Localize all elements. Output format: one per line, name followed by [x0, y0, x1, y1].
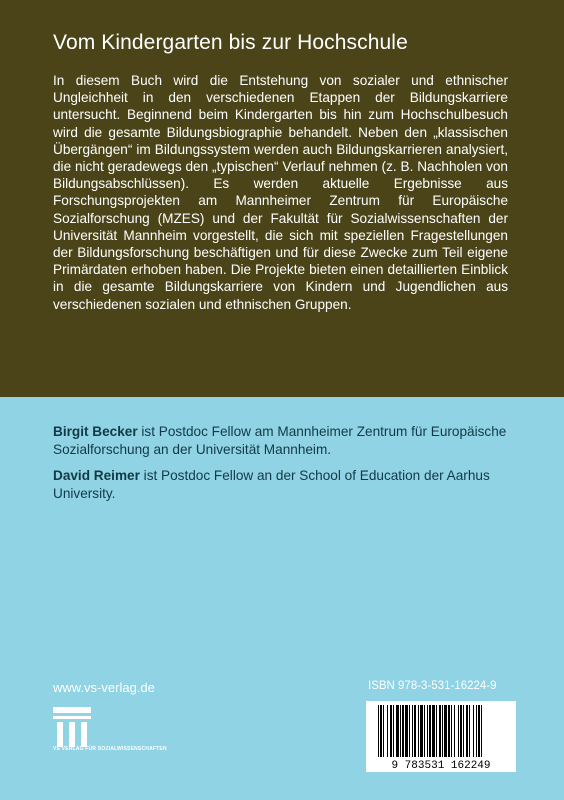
- cover-top-panel: [0, 0, 564, 397]
- barcode-bar: [409, 705, 410, 757]
- cover-bottom-panel: [0, 397, 564, 800]
- barcode-bar: [463, 705, 464, 757]
- barcode-bar: [405, 705, 408, 757]
- barcode-bar: [460, 705, 462, 757]
- barcode-bar: [476, 705, 477, 757]
- publisher-logo-icon: [53, 707, 91, 747]
- barcode-bar: [424, 705, 425, 757]
- barcode: [366, 701, 516, 772]
- barcode-bar: [378, 705, 379, 757]
- author-bio-text: ist Postdoc Fellow an der School of Education der Aarhus University.: [53, 468, 490, 501]
- barcode-bar: [454, 705, 455, 757]
- publisher-url: www.vs-verlag.de: [53, 680, 155, 695]
- barcode-bar: [390, 705, 392, 757]
- barcode-bars: [366, 701, 516, 772]
- barcode-digits: 9 783531 162249: [391, 760, 491, 772]
- barcode-bar: [481, 705, 482, 757]
- barcode-bar: [436, 705, 437, 757]
- publisher-name: VS VERLAG FÜR SOZIALWISSENSCHAFTEN: [53, 746, 167, 752]
- barcode-bar: [429, 705, 431, 757]
- barcode-bar: [478, 705, 480, 757]
- author-bio-becker: [53, 423, 508, 458]
- author-name: David Reimer: [53, 468, 140, 483]
- barcode-bar: [458, 705, 459, 757]
- barcode-bar: [444, 705, 447, 757]
- barcode-bar: [451, 705, 452, 757]
- isbn-label: ISBN 978-3-531-16224-9: [368, 680, 497, 692]
- barcode-bar: [414, 705, 416, 757]
- barcode-bar: [393, 705, 394, 757]
- book-title: Vom Kindergarten bis zur Hochschule: [53, 31, 408, 54]
- author-bio-text: ist Postdoc Fellow am Mannheimer Zentrum für Europäische Sozialforschung an der Universität Mannheim.: [53, 424, 507, 457]
- barcode-bar: [396, 705, 399, 757]
- barcode-bar: [432, 705, 435, 757]
- barcode-bar: [439, 705, 441, 757]
- barcode-bar: [380, 705, 382, 757]
- barcode-bar: [442, 705, 443, 757]
- author-name: Birgit Becker: [53, 424, 138, 439]
- barcode-bar: [466, 705, 468, 757]
- barcode-bar: [412, 705, 413, 757]
- barcode-bar: [402, 705, 404, 757]
- barcode-bar: [418, 705, 419, 757]
- author-bio-reimer: [53, 467, 508, 502]
- barcode-bar: [383, 705, 384, 757]
- barcode-bar: [400, 705, 401, 757]
- barcode-bar: [387, 705, 388, 757]
- barcode-bar: [473, 705, 474, 757]
- barcode-bar: [448, 705, 450, 757]
- barcode-bar: [420, 705, 423, 757]
- book-description: In diesem Buch wird die Entstehung von sozialer und ethnischer Ungleichheit in den verschiedenen Etappen der Bildungskarriere untersucht. Beginnend beim Kindergarten bis hin zum Hochschulbesuch wird die gesamte Bildungsbiographie behandelt. Neben den „klassischen Übergängen“ im Bildungssystem werden auch Bildungskarrieren analysiert, die nicht geradewegs den „typischen“ Verlauf nehmen (z. B. Nachholen von Bildungsabschlüssen). Es werden aktuelle Ergebnisse aus Forschungsprojekten am Mannheimer Zentrum für Europäische Sozialforschung (MZES) und der Fakultät für Sozialwissenschaften der Universität Mannheim vorgestellt, die sich mit speziellen Fragestellungen der Bildungsforschung beschäftigen und für diese Zwecke zum Teil eigene Primärdaten erhoben haben. Die Projekte bieten einen detaillierten Einblick in die gesamte Bildungskarriere von Kindern und Jugendlichen aus verschiedenen sozialen und ethnischen Gruppen.: [53, 73, 508, 312]
- barcode-bar: [469, 705, 470, 757]
- barcode-bar: [427, 705, 428, 757]
